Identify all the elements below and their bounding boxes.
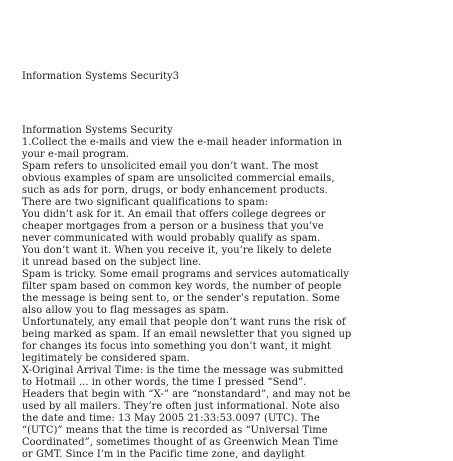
document-heading: Information Systems Security: [22, 125, 173, 136]
page-header-title: Information Systems Security3: [22, 71, 180, 82]
text-line: your e-mail program.: [22, 149, 130, 160]
text-line: the message is being sent to, or the sender’s reputation. Some: [22, 293, 340, 304]
text-line: the date and time: 13 May 2005 21:33:53.0097 (UTC). The: [22, 413, 320, 424]
text-line: to Hotmail ... in other words, the time I pressed “Send”.: [22, 377, 307, 388]
text-line: for changes its focus into something you don’t want, it might: [22, 341, 332, 352]
text-line: filter spam based on common key words, the number of people: [22, 281, 342, 292]
text-line: or GMT. Since I’m in the Pacific time zone, and daylight: [22, 449, 305, 460]
text-line: used by all mailers. They’re often just informational. Note also: [22, 401, 340, 412]
text-line: Spam refers to unsolicited email you don’t want. The most: [22, 161, 319, 172]
text-line: You didn’t ask for it. An email that offers college degrees or: [22, 209, 326, 220]
text-line: “(UTC)” means that the time is recorded as “Universal Time: [22, 425, 328, 436]
text-line: Spam is tricky. Some email programs and services automatically: [22, 269, 349, 280]
text-line: legitimately be considered spam.: [22, 353, 190, 364]
text-line: Headers that begin with “X-” are “nonstandard”, and may not be: [22, 389, 351, 400]
text-line: being marked as spam. If an email newsletter that you signed up: [22, 329, 352, 340]
text-line: There are two significant qualifications to spam:: [22, 197, 269, 208]
text-line: Unfortunately, any email that people don’t want runs the risk of: [22, 317, 346, 328]
text-line: obvious examples of spam are unsolicited commercial emails,: [22, 173, 335, 184]
text-line: such as ads for porn, drugs, or body enhancement products.: [22, 185, 328, 196]
text-line: also allow you to flag messages as spam.: [22, 305, 230, 316]
text-line: 1.Collect the e-mails and view the e-mail header information in: [22, 137, 343, 148]
text-line: cheaper mortgages from a person or a business that you’ve: [22, 221, 324, 232]
text-line: it unread based on the subject line.: [22, 257, 202, 268]
text-line: X-Original Arrival Time: is the time the message was submitted: [22, 365, 344, 376]
text-line: You don’t want it. When you receive it, you’re likely to delete: [22, 245, 332, 256]
text-line: Coordinated”, sometimes thought of as Greenwich Mean Time: [22, 437, 339, 448]
text-line: never communicated with would probably qualify as spam.: [22, 233, 321, 244]
document-body: [22, 125, 442, 461]
